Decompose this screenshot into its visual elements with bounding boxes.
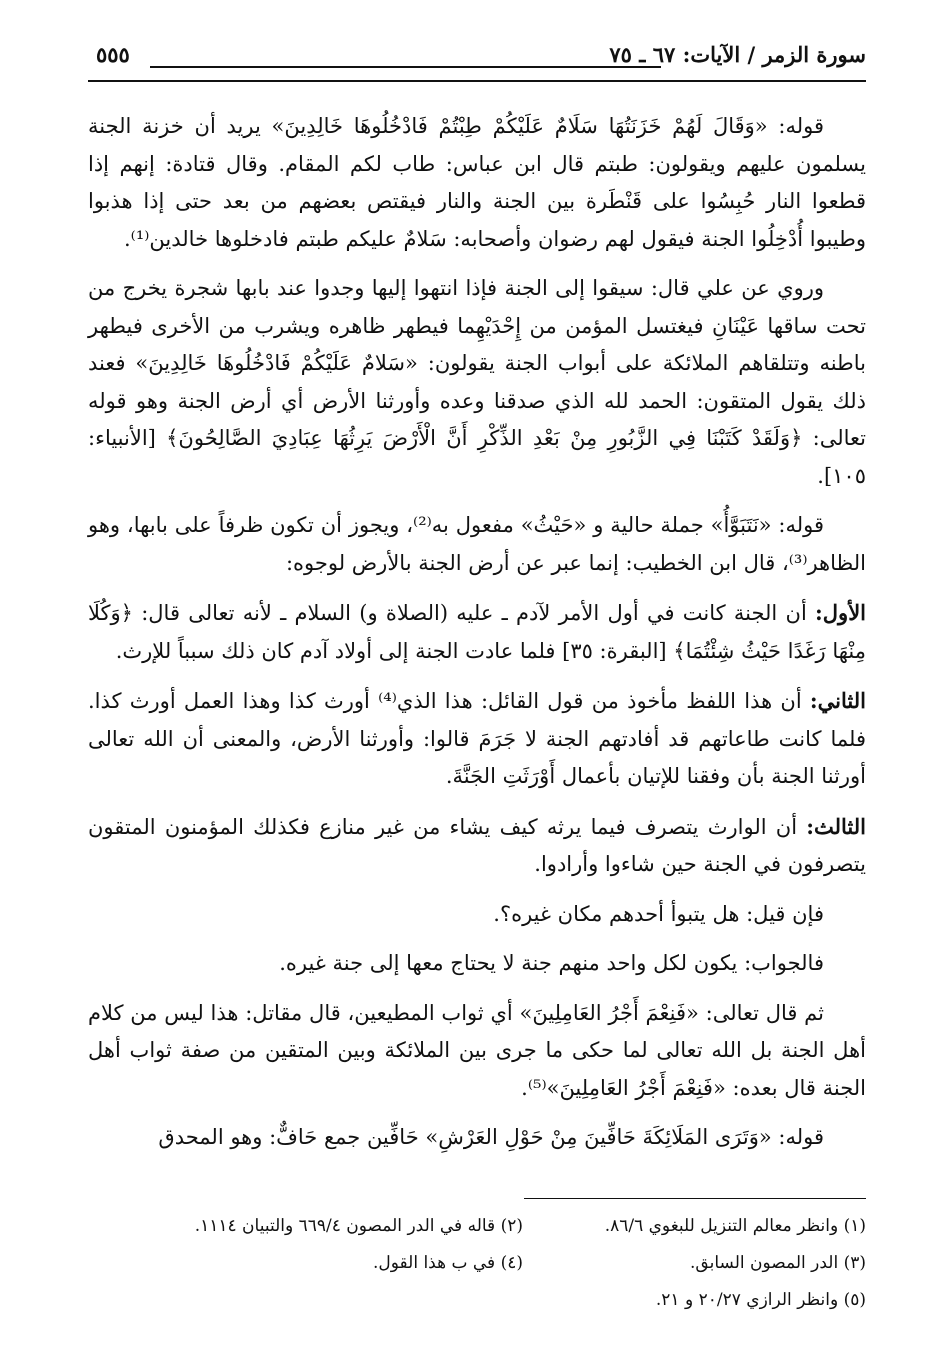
paragraph-text: ثم قال تعالى: «فَنِعْمَ أَجْرُ العَامِلِينَ» أي ثواب المطيعين، قال مقاتل: هذا ليس من كلام أهل الجنة بل الله تعالى لما حكى ما جرى بين الملائكة وبين المتقين من صفة ثواب أهل الجنة قال بعده: «فَنِعْمَ أَجْرُ العَامِلِينَ»⁽⁵⁾. xyxy=(88,1000,866,1100)
footnote-row xyxy=(180,1208,866,1245)
paragraph-text: وروي عن علي قال: سيقوا إلى الجنة فإذا انتهوا إليها وجدوا عند بابها شجرة يخرج من تحت ساقها عَيْنَانِ فيغتسل المؤمن من إِحْدَيْهِما فيطهر ظاهره ويشرب من الأخرى فيطهر باطنه وتتلقاهم الملائكة على أبواب الجنة يقولون: «سَلامٌ عَلَيْكُمْ فَادْخُلُوهَا خَالِدِينَ» فعند ذلك يقول المتقون: الحمد لله الذي صدقنا وعده وأورثنا الأرض أي أرض الجنة وهو قوله تعالى: ﴿وَلَقَدْ كَتَبْنَا فِي الزَّبُورِ مِنْ بَعْدِ الذِّكْرِ أَنَّ الْأَرْضَ يَرِثُهَا عِبَادِيَ الصَّالِحُونَ﴾ [الأنبياء: ١٠٥]. xyxy=(88,276,866,488)
paragraph-text: أن هذا اللفظ مأخوذ من قول القائل: هذا الذي⁽⁴⁾ أورث كذا وهذا العمل أورث كذا. فلما كانت طاعاتهم قد أفادتهم الجنة لا جَرَمَ قالوا: وأورثنا الأرض، والمعنى أن الله تعالى أورثنا الجنة بأن وفقنا للإتيان بأعمال أَوْرَثَتِ الجَنَّةَ. xyxy=(88,689,866,788)
paragraph xyxy=(88,808,866,884)
paragraph xyxy=(88,896,866,934)
paragraph xyxy=(88,594,866,670)
paragraph xyxy=(88,507,866,582)
footnote-row xyxy=(180,1245,866,1282)
footnote: (١) وانظر معالم التنزيل للبغوي ٨٦/٦. xyxy=(604,1216,866,1236)
paragraph-text: قوله: «نَتَبَوَّأُ» جملة حالية و «حَيْثُ» مفعول به⁽²⁾، ويجوز أن تكون ظرفاً على بابها، وهو الظاهر⁽³⁾، قال ابن الخطيب: إنما عبر عن أرض الجنة بالأرض لوجوه: xyxy=(88,513,866,575)
paragraph xyxy=(88,1119,866,1157)
header-rule-short xyxy=(150,66,661,68)
footnote-row xyxy=(180,1282,866,1319)
paragraph xyxy=(88,108,866,258)
page-body xyxy=(88,108,866,1169)
paragraph xyxy=(88,945,866,983)
footnotes xyxy=(180,1208,866,1319)
paragraph-text: فإن قيل: هل يتبوأ أحدهم مكان غيره؟. xyxy=(493,901,824,926)
footnote: (٣) الدر المصون السابق. xyxy=(690,1253,866,1273)
footnote: (٢) قاله في الدر المصون ٦٦٩/٤ والتبيان ١١١٤. xyxy=(194,1216,523,1236)
paragraph-text: أن الجنة كانت في أول الأمر لآدم ـ عليه (الصلاة و) السلام ـ لأنه تعالى قال: ﴿وَكُلَا مِنْهَا رَغَدًا حَيْثُ شِئْتُمَا﴾ [البقرة: ٣٥] فلما عادت الجنة إلى أولاد آدم كان ذلك سبباً للإرث. xyxy=(88,601,866,663)
footnote: (٥) وانظر الرازي ٢٠/٢٧ و ٢١. xyxy=(655,1290,866,1310)
page-header xyxy=(88,38,866,82)
paragraph-lead: الثاني: xyxy=(809,688,866,713)
paragraph-lead: الأول: xyxy=(815,600,867,625)
paragraph-text: قوله: «وَقَالَ لَهُمْ خَزَنَتُهَا سَلَامٌ عَلَيْكُمْ طِبْتُمْ فَادْخُلُوهَا خَالِدِينَ» يريد أن خزنة الجنة يسلمون عليهم ويقولون: طبتم قال ابن عباس: طاب لكم المقام. وقال قتادة: إنهم إذا قطعوا النار حُبِسُوا على قَنْطَرة بين الجنة والنار فيقتص بعضهم من بعد حتى إذا هذبوا وطيبوا أُدْخِلُوا الجنة فيقول لهم رضوان وأصحابه: سَلامٌ عليكم طبتم فادخلوها خالدين⁽¹⁾. xyxy=(88,114,866,251)
footnote-separator xyxy=(524,1198,866,1199)
paragraph-lead: الثالث: xyxy=(806,813,866,839)
paragraph xyxy=(88,270,866,495)
paragraph xyxy=(88,682,866,796)
paragraph-text: فالجواب: يكون لكل واحد منهم جنة لا يحتاج معها إلى جنة غيره. xyxy=(279,951,824,975)
header-rule xyxy=(88,80,866,82)
paragraph-text: أن الوارث يتصرف فيما يرثه كيف يشاء من غير منازع فكذلك المؤمنون المتقون يتصرفون في الجنة حين شاءوا وأرادوا. xyxy=(88,814,866,876)
paragraph xyxy=(88,995,866,1108)
page-number: ٥٥٥ xyxy=(96,42,130,67)
paragraph-text: قوله: «وَتَرَى المَلَائِكَةَ حَافِّينَ مِنْ حَوْلِ العَرْشِ» حَافِّين جمع حَافٌّ: وهو المحدق xyxy=(158,1125,824,1149)
footnote xyxy=(180,1282,523,1319)
running-title: سورة الزمر / الآيات: ٦٧ ـ ٧٥ xyxy=(609,42,866,67)
footnote: (٤) في ب هذا القول. xyxy=(373,1253,523,1273)
